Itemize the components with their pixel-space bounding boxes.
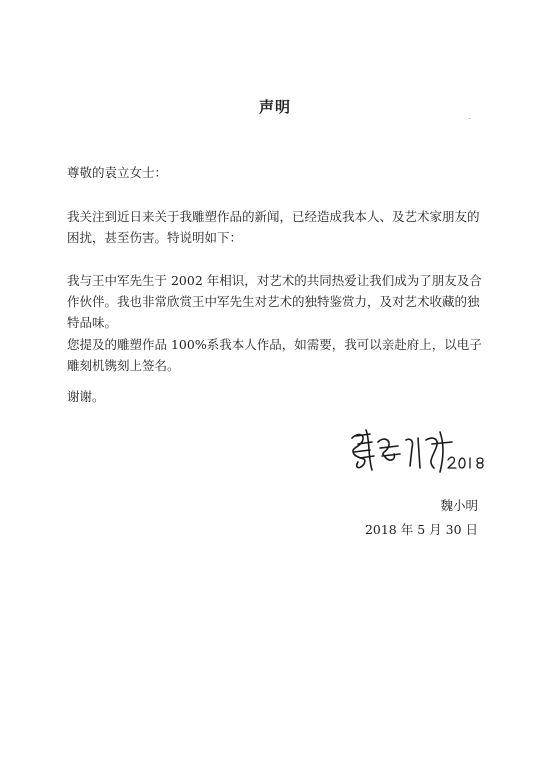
paragraph-2: 我与王中军先生于 2002 年相识，对艺术的共同热爱让我们成为了朋友及合作伙伴。我也非常欣赏王中军先生对艺术的独特鉴赏力，及对艺术收藏的独特品味。 <box>67 273 482 330</box>
document-date: 2018 年 5 月 30 日 <box>364 522 478 537</box>
salutation: 尊敬的袁立女士： <box>67 165 168 180</box>
paragraph-1: 我关注到近日来关于我雕塑作品的新闻，已经造成我本人、及艺术家朋友的困扰，甚至伤害。特说明如下： <box>67 209 480 245</box>
paragraph-3: 您提及的雕塑作品 100%系我本人作品，如需要，我可以亲赴府上，以电子雕刻机镌刻上签名。 <box>67 337 482 373</box>
signer-name: 魏小明 <box>440 498 478 513</box>
closing-text: 谢谢。 <box>67 389 105 404</box>
handwritten-signature <box>340 418 490 480</box>
document-title: 声明 <box>258 98 291 116</box>
scan-speck <box>468 118 471 119</box>
